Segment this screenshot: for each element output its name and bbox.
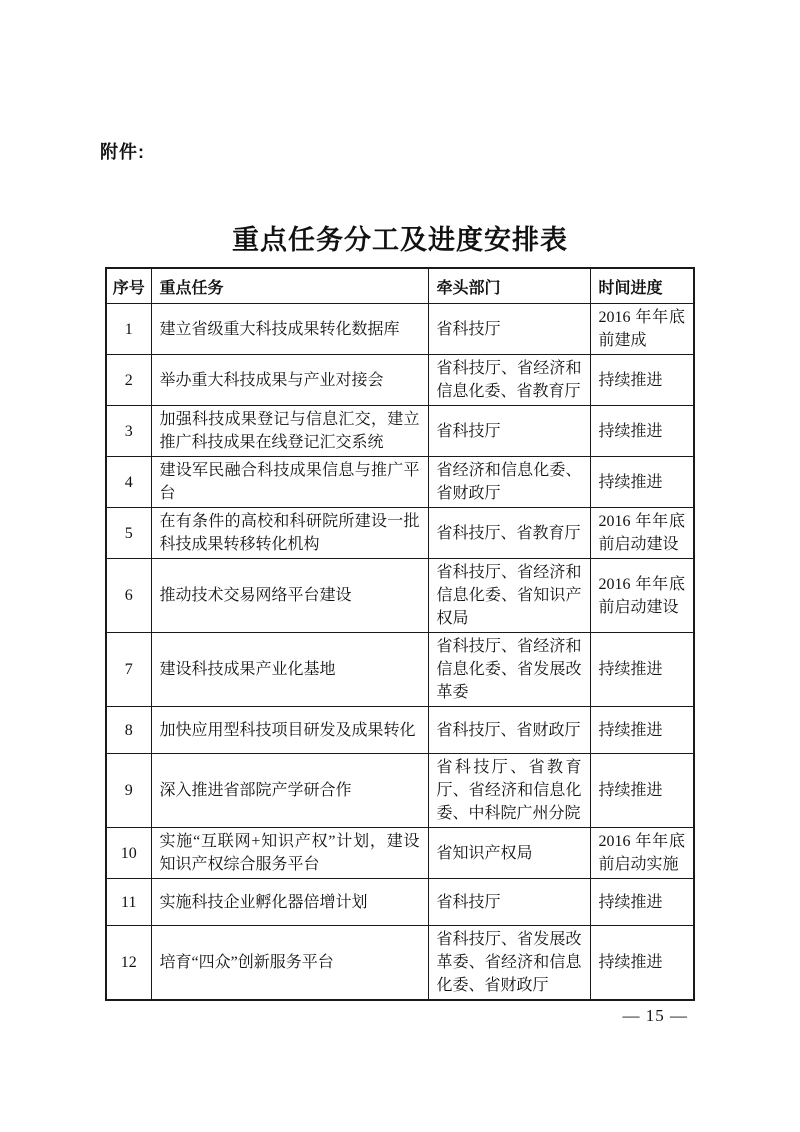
schedule-cell: 2016 年年底前建成 xyxy=(590,304,694,355)
schedule-cell: 持续推进 xyxy=(590,707,694,754)
column-header-task: 重点任务 xyxy=(151,268,428,304)
row-no-cell: 3 xyxy=(106,406,151,457)
row-no-cell: 7 xyxy=(106,633,151,707)
table-row xyxy=(106,355,694,406)
schedule-cell: 持续推进 xyxy=(590,406,694,457)
department-cell: 省科技厅、省经济和信息化委、省教育厅 xyxy=(428,355,590,406)
department-cell: 省科技厅、省发展改革委、省经济和信息化委、省财政厅 xyxy=(428,926,590,1001)
row-no-cell: 10 xyxy=(106,828,151,879)
task-cell: 建立省级重大科技成果转化数据库 xyxy=(151,304,428,355)
department-cell: 省知识产权局 xyxy=(428,828,590,879)
table-row xyxy=(106,754,694,828)
schedule-cell: 持续推进 xyxy=(590,879,694,926)
table-row xyxy=(106,508,694,559)
department-cell: 省科技厅、省财政厅 xyxy=(428,707,590,754)
table-row xyxy=(106,828,694,879)
attachment-label: 附件: xyxy=(100,142,145,162)
task-cell: 在有条件的高校和科研院所建设一批科技成果转移转化机构 xyxy=(151,508,428,559)
department-cell: 省科技厅、省教育厅 xyxy=(428,508,590,559)
table-row xyxy=(106,406,694,457)
task-cell: 举办重大科技成果与产业对接会 xyxy=(151,355,428,406)
department-cell: 省科技厅、省经济和信息化委、省知识产权局 xyxy=(428,559,590,633)
task-cell: 推动技术交易网络平台建设 xyxy=(151,559,428,633)
schedule-cell: 2016 年年底前启动实施 xyxy=(590,828,694,879)
table-row xyxy=(106,304,694,355)
row-no-cell: 8 xyxy=(106,707,151,754)
table-row xyxy=(106,457,694,508)
schedule-cell: 2016 年年底前启动建设 xyxy=(590,508,694,559)
page-number: — 15 — xyxy=(622,1006,688,1025)
schedule-cell: 持续推进 xyxy=(590,633,694,707)
row-no-cell: 9 xyxy=(106,754,151,828)
row-no-cell: 4 xyxy=(106,457,151,508)
task-cell: 深入推进省部院产学研合作 xyxy=(151,754,428,828)
task-cell: 加快应用型科技项目研发及成果转化 xyxy=(151,707,428,754)
table-row xyxy=(106,633,694,707)
table-row xyxy=(106,707,694,754)
schedule-cell: 持续推进 xyxy=(590,457,694,508)
document-title: 重点任务分工及进度安排表 xyxy=(232,225,568,255)
task-cell: 建设科技成果产业化基地 xyxy=(151,633,428,707)
task-cell: 培育“四众”创新服务平台 xyxy=(151,926,428,1001)
row-no-cell: 2 xyxy=(106,355,151,406)
schedule-cell: 持续推进 xyxy=(590,754,694,828)
department-cell: 省科技厅、省教育厅、省经济和信息化委、中科院广州分院 xyxy=(428,754,590,828)
row-no-cell: 5 xyxy=(106,508,151,559)
schedule-cell: 持续推进 xyxy=(590,355,694,406)
department-cell: 省科技厅 xyxy=(428,304,590,355)
schedule-cell: 持续推进 xyxy=(590,926,694,1001)
column-header-no: 序号 xyxy=(106,268,151,304)
table-header-row xyxy=(106,268,694,304)
column-header-department: 牵头部门 xyxy=(428,268,590,304)
department-cell: 省科技厅 xyxy=(428,406,590,457)
tasks-table xyxy=(105,267,695,1001)
department-cell: 省经济和信息化委、省财政厅 xyxy=(428,457,590,508)
column-header-schedule: 时间进度 xyxy=(590,268,694,304)
department-cell: 省科技厅 xyxy=(428,879,590,926)
row-no-cell: 12 xyxy=(106,926,151,1001)
schedule-cell: 2016 年年底前启动建设 xyxy=(590,559,694,633)
table-row xyxy=(106,879,694,926)
table-row xyxy=(106,559,694,633)
row-no-cell: 6 xyxy=(106,559,151,633)
row-no-cell: 1 xyxy=(106,304,151,355)
task-cell: 建设军民融合科技成果信息与推广平台 xyxy=(151,457,428,508)
department-cell: 省科技厅、省经济和信息化委、省发展改革委 xyxy=(428,633,590,707)
row-no-cell: 11 xyxy=(106,879,151,926)
table-row xyxy=(106,926,694,1001)
task-cell: 实施科技企业孵化器倍增计划 xyxy=(151,879,428,926)
task-cell: 加强科技成果登记与信息汇交，建立推广科技成果在线登记汇交系统 xyxy=(151,406,428,457)
task-cell: 实施“互联网+知识产权”计划，建设知识产权综合服务平台 xyxy=(151,828,428,879)
